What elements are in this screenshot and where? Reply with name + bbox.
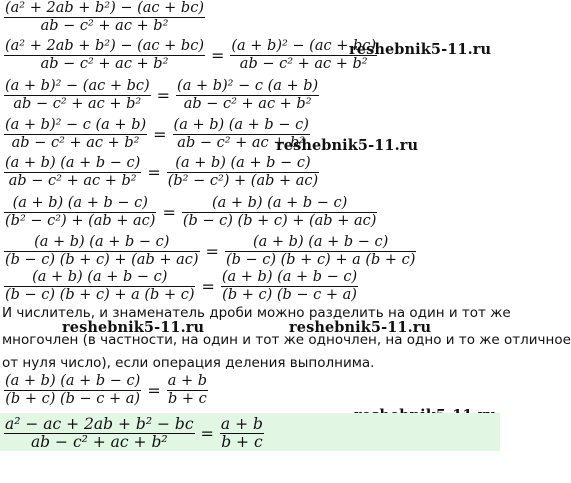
- rhs-fraction: [182, 195, 378, 230]
- denominator: (b + c) (b − c + a): [5, 391, 141, 407]
- lhs-fraction: [4, 78, 151, 113]
- explanation-line-1: И числитель, и знаменатель дроби можно разделить на один и тот же: [2, 305, 511, 321]
- denominator: ab − c² + ac + b²: [40, 18, 169, 34]
- denominator: b + c: [167, 391, 207, 407]
- denominator: ab − c² + ac + b²: [40, 56, 169, 72]
- denominator: ab − c² + ac + b²: [11, 135, 140, 151]
- numerator: (a + b) (a + b − c): [12, 195, 148, 211]
- rhs-fraction: [176, 78, 319, 113]
- denominator: (b + c) (b − c + a): [222, 287, 357, 303]
- numerator: (a + b) (a + b − c): [34, 234, 170, 250]
- expression-step-6: [4, 234, 416, 269]
- equals-sign: =: [147, 163, 161, 182]
- numerator: (a + b)² − (ac + bc): [5, 78, 150, 94]
- equals-sign: =: [210, 46, 225, 65]
- watermark: reshebnik5-11.ru: [289, 319, 432, 336]
- equals-sign: =: [200, 424, 214, 443]
- rhs-fraction: [220, 416, 264, 451]
- denominator: b + c: [221, 433, 263, 451]
- numerator: (a + b)² − c (a + b): [5, 117, 147, 133]
- equals-sign: =: [147, 381, 161, 400]
- denominator: ab − c² + ac + b²: [30, 433, 168, 451]
- numerator: (a + b)² − (ac + bc): [231, 38, 377, 54]
- watermark: reshebnik5-11.ru: [62, 319, 205, 336]
- numerator: (a + b) (a + b − c): [32, 269, 168, 285]
- denominator: ab − c² + ac + b²: [8, 173, 137, 189]
- denominator: ab − c² + ac + b²: [13, 96, 142, 112]
- denominator: ab − c² + ac + b²: [177, 135, 306, 151]
- numerator: (a + b) (a + b − c): [175, 155, 311, 171]
- lhs-fraction: [4, 195, 156, 230]
- denominator: ab − c² + ac + b²: [239, 56, 368, 72]
- watermark: reshebnik5-11.ru: [349, 41, 492, 58]
- numerator: (a + b) (a + b − c): [253, 234, 389, 250]
- expression-step-7: [4, 269, 358, 304]
- denominator: (b − c) (b + c) + (ab + ac): [182, 213, 377, 229]
- denominator: (b − c) (b + c) + (ab + ac): [5, 252, 199, 268]
- denominator: (b² − c²) + (ab + ac): [167, 173, 319, 189]
- rhs-fraction: [225, 234, 416, 269]
- numerator: (a + b)² − c (a + b): [177, 78, 319, 94]
- expression-step-5: [4, 195, 377, 230]
- numerator: (a + b) (a + b − c): [5, 155, 141, 171]
- numerator: a² − ac + 2ab + b² − bc: [5, 415, 194, 433]
- expression-simplified: [4, 373, 208, 408]
- numerator: (a + b) (a + b − c): [211, 195, 348, 211]
- explanation-line-2: многочлен (в частности, на один и тот же одночлен, на одно и то же отличное: [2, 332, 571, 348]
- equals-sign: =: [201, 277, 215, 296]
- expression-step-3: [4, 117, 310, 152]
- numerator: (a² + 2ab + b²) − (ac + bc): [5, 38, 204, 54]
- lhs-fraction: [4, 416, 195, 451]
- denominator: (b − c) (b + c) + a (b + c): [225, 252, 416, 268]
- explanation-line-3: от нуля число), если операция деления выполнима.: [2, 355, 375, 371]
- expression-step-1: [4, 38, 377, 73]
- rhs-fraction: [167, 155, 319, 190]
- fraction: [4, 0, 205, 35]
- lhs-fraction: [4, 38, 205, 73]
- lhs-fraction: [4, 269, 195, 304]
- rhs-fraction: [167, 373, 208, 408]
- expression-step-0: [4, 0, 205, 35]
- lhs-fraction: [4, 373, 141, 408]
- numerator: (a + b) (a + b − c): [173, 117, 309, 133]
- numerator: (a + b) (a + b − c): [5, 373, 141, 389]
- equals-sign: =: [205, 242, 219, 261]
- equals-sign: =: [162, 203, 176, 222]
- lhs-fraction: [4, 234, 200, 269]
- equals-sign: =: [153, 125, 167, 144]
- numerator: (a + b) (a + b − c): [221, 269, 358, 285]
- watermark: reshebnik5-11.ru: [276, 137, 419, 154]
- expression-step-2: [4, 78, 319, 113]
- expression-step-4: [4, 155, 319, 190]
- equals-sign: =: [156, 86, 171, 105]
- rhs-fraction: [221, 269, 358, 304]
- denominator: (b − c) (b + c) + a (b + c): [5, 287, 195, 303]
- denominator: ab − c² + ac + b²: [183, 96, 312, 112]
- final-answer: [4, 416, 264, 451]
- numerator: a + b: [220, 415, 263, 433]
- denominator: (b² − c²) + (ab + ac): [5, 213, 156, 229]
- numerator: a + b: [167, 373, 208, 389]
- lhs-fraction: [4, 155, 141, 190]
- numerator: (a² + 2ab + b²) − (ac + bc): [5, 0, 204, 16]
- lhs-fraction: [4, 117, 147, 152]
